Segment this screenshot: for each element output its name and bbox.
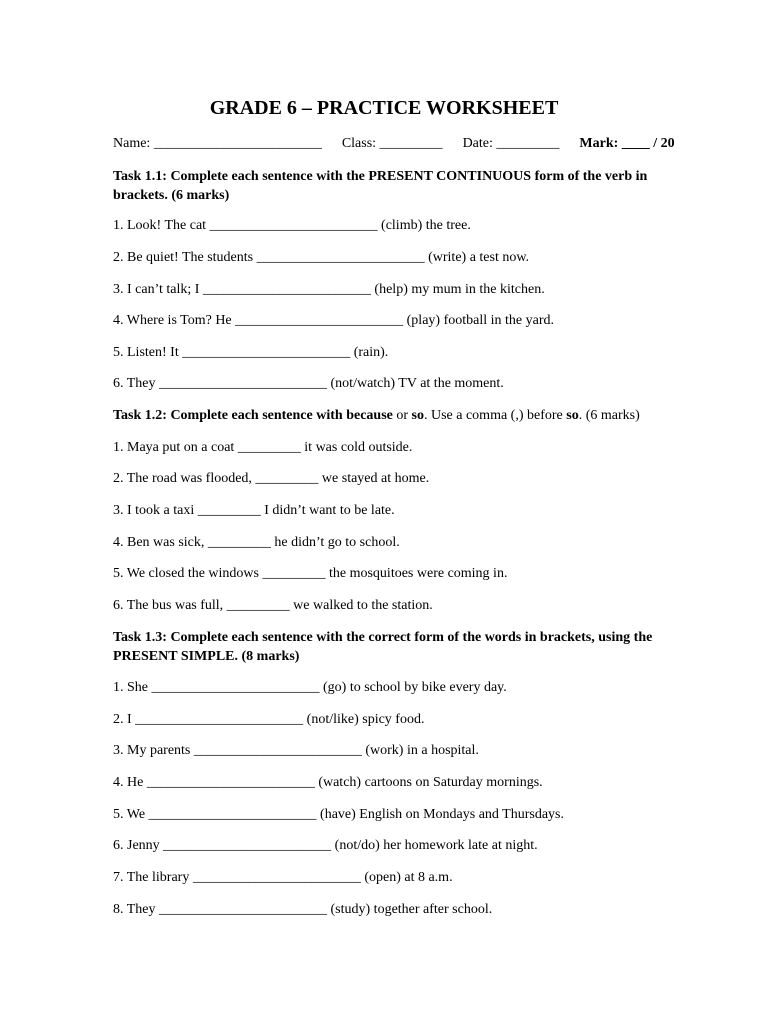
task-1-1-item-5: 5. Listen! It ________________________ (rain). bbox=[113, 345, 389, 360]
name-field: Name: ________________________ bbox=[113, 136, 322, 151]
task-1-2-heading-part-6: . (6 marks) bbox=[578, 408, 640, 423]
task-1-2-item-5: 5. We closed the windows _________ the mosquitoes were coming in. bbox=[113, 566, 508, 581]
task-1-1-item-3: 3. I can’t talk; I ________________________ (help) my mum in the kitchen. bbox=[113, 282, 545, 297]
task-1-1-item-1: 1. Look! The cat ________________________ (climb) the tree. bbox=[113, 218, 471, 233]
task-1-2-heading-part-3: so bbox=[411, 408, 424, 423]
task-1-2-heading-part-2: or bbox=[392, 408, 412, 423]
task-1-2-heading-part-4: . Use a comma (,) before bbox=[423, 408, 567, 423]
task-1-3-item-3: 3. My parents ________________________ (work) in a hospital. bbox=[113, 743, 479, 758]
task-1-3-heading: Task 1.3: Complete each sentence with the correct form of the words in brackets, using the PRESENT SIMPLE. (8 marks) bbox=[113, 630, 653, 664]
mark-value: ____ / 20 bbox=[621, 136, 675, 151]
task-1-3-item-1: 1. She ________________________ (go) to school by bike every day. bbox=[113, 680, 507, 695]
task-1-2-heading-part-5: so bbox=[566, 408, 579, 423]
task-1-2-heading bbox=[113, 407, 673, 425]
date-field: Date: _________ bbox=[462, 136, 560, 151]
page-title: GRADE 6 – PRACTICE WORKSHEET bbox=[209, 97, 559, 119]
task-1-3-item-6: 6. Jenny ________________________ (not/do) her homework late at night. bbox=[113, 838, 538, 853]
task-1-3-item-8: 8. They ________________________ (study) together after school. bbox=[113, 902, 493, 917]
task-1-2-heading-part-1: Task 1.2: Complete each sentence with because bbox=[113, 408, 393, 423]
task-1-1-item-4: 4. Where is Tom? He ________________________ (play) football in the yard. bbox=[113, 313, 554, 328]
task-1-2-item-4: 4. Ben was sick, _________ he didn’t go to school. bbox=[113, 535, 400, 550]
task-1-3-item-7: 7. The library ________________________ (open) at 8 a.m. bbox=[113, 870, 453, 885]
task-1-2-item-3: 3. I took a taxi _________ I didn’t want to be late. bbox=[113, 503, 395, 518]
task-1-3-item-4: 4. He ________________________ (watch) cartoons on Saturday mornings. bbox=[113, 775, 543, 790]
task-1-3-item-5: 5. We ________________________ (have) English on Mondays and Thursdays. bbox=[113, 807, 564, 822]
task-1-2-item-2: 2. The road was flooded, _________ we stayed at home. bbox=[113, 471, 430, 486]
mark-label: Mark: bbox=[579, 136, 619, 151]
task-1-1-heading: Task 1.1: Complete each sentence with the PRESENT CONTINUOUS form of the verb in brackets. (6 marks) bbox=[113, 169, 648, 203]
task-1-1-item-2: 2. Be quiet! The students ________________________ (write) a test now. bbox=[113, 250, 530, 265]
task-1-3-item-2: 2. I ________________________ (not/like) spicy food. bbox=[113, 712, 425, 727]
class-field: Class: _________ bbox=[341, 136, 443, 151]
task-1-2-item-6: 6. The bus was full, _________ we walked to the station. bbox=[113, 598, 433, 613]
header-line bbox=[113, 135, 673, 153]
task-1-2-item-1: 1. Maya put on a coat _________ it was cold outside. bbox=[113, 440, 413, 455]
task-1-1-item-6: 6. They ________________________ (not/watch) TV at the moment. bbox=[113, 376, 504, 391]
